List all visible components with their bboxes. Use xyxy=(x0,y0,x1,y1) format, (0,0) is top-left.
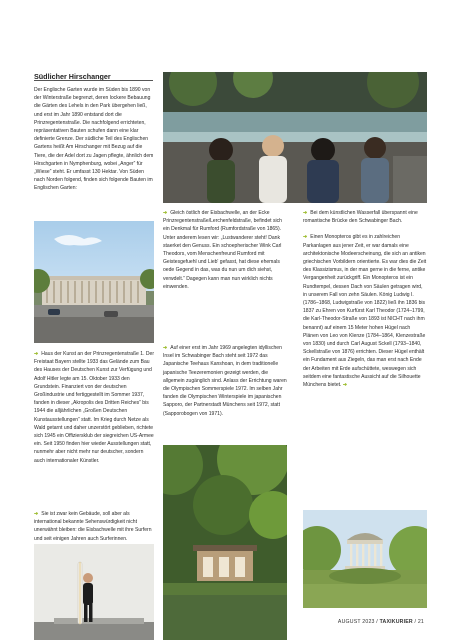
japanese-teehaus-photo xyxy=(163,445,287,640)
arrow-right-icon: ➔ xyxy=(34,511,39,517)
column-2 xyxy=(163,209,287,299)
list-item-text: Sie ist zwar kein Gebäude, soll aber als international bekannte Sehenswürdigkeit nicht unerwähnt bleiben: die Eisbachwelle mit ihre Surfern und seit einigen Jahren auch Surferinnen. xyxy=(34,511,152,542)
haus-der-kunst-photo xyxy=(34,221,154,343)
column-1-intro xyxy=(34,86,154,201)
column-1-bullets xyxy=(34,350,154,473)
list-item-text: Auf einer erst im Jahr 1969 angelegten idyllischen Insel im Schwabinger Bach steht seit 1972 das Japanische Teehaus Kanshoan, in dem traditionelle japanische Teezeremonien gezeigt werden, die allgemein zugänglich sind. Anlass der Errichtung waren die Olympischen Sommerspiele 1972. Im selben Jahr fanden die Olympischen Winterspiele im japanischen Sapporo, der Partnerstadt Münchens seit 1972, statt (Sapporobogen von 1971). xyxy=(163,345,287,417)
column-2-bullets-2 xyxy=(163,344,287,426)
page-footer xyxy=(338,619,424,625)
list-item-monopteros xyxy=(295,233,427,389)
list-item-rumford xyxy=(155,209,287,291)
column-1-bullets-2 xyxy=(34,510,154,551)
arrow-right-icon: ➔ xyxy=(163,345,168,351)
list-item-eisbachwelle xyxy=(26,510,154,543)
list-item-text: Haus der Kunst an der Prinzregentenstraße 1. Der Freistaat Bayern stellte 1933 das Gelände zum Bau des Hauses der Deutschen Kunst zur Verfügung und Adolf Hitler legte am 15. Oktober 1933 den Grundstein. Finanziert von der deutschen Großindustrie und fertiggestellt im Sommer 1937, fanden in dieser „Akropolis des Dritten Reiches“ bis 1944 die alljährlichen „Großen Deutschen Kunstausstellungen“ statt. Im Krieg durch Netze als Wald getarnt und daher unzerstört geblieben, richtete sich 1945 ein Offiziersklub der siegreichen US-Armee ein. Seit 1950 finden hier wieder Ausstellungen statt, nunmehr aber nicht mehr nur deutscher, sondern auch internationaler Künstler. xyxy=(34,351,155,464)
arrow-right-icon: ➔ xyxy=(303,234,308,241)
arrow-right-icon: ➔ xyxy=(303,210,308,216)
list-item-wasserfall xyxy=(295,209,427,225)
list-item-text: Gleich östlich der Eisbachwelle, an der Ecke Prinzregentenstraße/Lerchenfeldstraße, befindet sich ein Denkmal für Rumford (Rumfordstraße von 1865). Unter anderem lesen wir: „Lustwanderer steht! Dank staerket den Genuss. Ein schoepherischer Wink Carl Theodors, vom Menschenfreund Rumford mit Geistesgefuehl und Lieb' gefasst, hat diese ehemals oede Gegend in das, was du nun um dich siehst, verwdelt.“ Dagegen kann man nun wirklich nichts einwenden. xyxy=(163,210,282,290)
column-3 xyxy=(303,209,427,397)
section-title: Südlicher Hirschanger xyxy=(34,72,111,81)
eisbach-surfer-photo xyxy=(34,544,154,640)
list-item-teehaus xyxy=(155,344,287,418)
arrow-right-icon: ➔ xyxy=(34,351,39,357)
list-item-haus-der-kunst xyxy=(26,350,154,465)
footer-page-number: / 21 xyxy=(412,619,424,625)
eisbachwelle-spectators-photo xyxy=(163,72,427,203)
title-rule xyxy=(34,80,153,81)
arrow-right-icon: ➔ xyxy=(163,210,168,216)
list-item-text: Bei dem künstlichen Wasserfall überspannt eine romantische Brücke den Schwabinger Bach. xyxy=(303,210,418,225)
list-item-text: Einen Monopteros gibt es in zahlreichen Parkanlagen aus jener Zeit, er war damals eine architektonische Modeerscheinung, die sich an antiken griechischen Vorbildern orientierte. Es war dies die Zeit des Klassizismus, in der man gerne in die ferne, antike Vergangenheit zurückgriff. Ein Monopteros ist ein Rundtempel, dessen Dach von Säulen getragen wird, in unserem Fall von zehn Säulen. König Ludwig I. (1786–1868, Ludwigstraße von 1822) ließ ihn 1836 bis 1837 zu Ehren von Kurfürst Karl Theodor (1724–1799, die Karl-Theodor-Straße von 1893 ist NICHT nach ihm benannt) auf einem 15 Meter hohen Hügel nach Plänen von Leo von Klenze (1784–1864, Klenzestraße von 1830) und durch Carl August Sckell (1793–1840, Sckellstraße von 1876) errichten. Dieser Hügel enthält ein Fundament aus Ziegeln, das man erst nach Ende der Arbeiten mit Erde aufschüttete, weswegen sich seitdem eine fantastische Aussicht auf die Silhouette Münchens bietet. xyxy=(303,234,427,389)
footer-issue: AUGUST 2023 / xyxy=(337,619,380,625)
monopteros-photo xyxy=(303,510,427,608)
end-arrow-icon: ➔ xyxy=(342,382,348,389)
intro-paragraph: Der Englische Garten wurde im Süden bis 1890 von der Winterstraße begrenzt, deren lockere Bebauung die Gärten des Lehels in den Park übergehen ließ, und erst im Jahr 1890 entstand dort die Prinzregentenstraße. Die nachfolgend errichteten, repräsentativen Bauten schufen dann eine klar definierte Grenze. Der südliche Teil des Englischen Gartens heißt Am Hirschanger mit Bezug auf die Tiere, die der Adel dort zu Jagen pflegte, ähnlich dem Hirschgarten in Nymphenburg, wobei „Anger“ für „Wiese“ steht. Er umfasst 130 Hektar. Von Süden nach Norden folgend, finden sich folgende Bauten im Englischen Garten: xyxy=(34,87,154,192)
footer-magazine: TAXIKURIER xyxy=(379,619,413,625)
